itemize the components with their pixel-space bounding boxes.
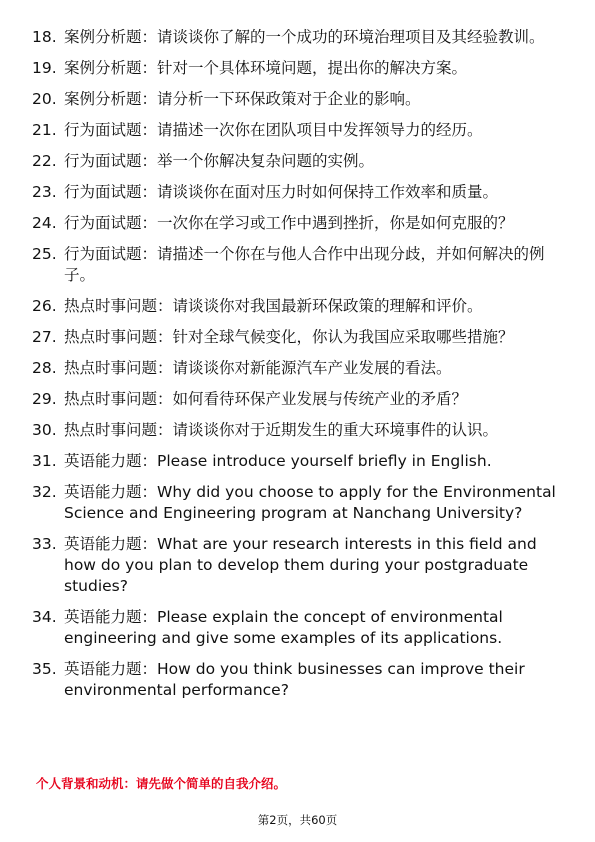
question-item: [32, 451, 572, 472]
question-item: [32, 534, 572, 597]
question-number: 34.: [32, 608, 57, 626]
question-item: [32, 27, 572, 48]
question-text: 英语能力题：How do you think businesses can improve their environmental performance?: [64, 660, 525, 699]
question-item: [32, 296, 572, 317]
question-text: 行为面试题：请描述一次你在团队项目中发挥领导力的经历。: [64, 121, 483, 139]
question-number: 25.: [32, 245, 57, 263]
question-item: [32, 89, 572, 110]
question-item: [32, 482, 572, 524]
question-number: 21.: [32, 121, 57, 139]
question-number: 35.: [32, 660, 57, 678]
question-text: 热点时事问题：如何看待环保产业发展与传统产业的矛盾？: [64, 390, 468, 408]
question-list: [32, 27, 572, 711]
question-number: 33.: [32, 535, 57, 553]
question-number: 22.: [32, 152, 57, 170]
question-text: 行为面试题：请描述一个你在与他人合作中出现分歧，并如何解决的例子。: [64, 245, 545, 284]
question-number: 28.: [32, 359, 57, 377]
question-item: [32, 151, 572, 172]
question-text: 案例分析题：请分析一下环保政策对于企业的影响。: [64, 90, 421, 108]
question-text: 案例分析题：针对一个具体环境问题，提出你的解决方案。: [64, 59, 468, 77]
page-number: 第2页，共60页: [257, 813, 338, 827]
section-heading-note: 个人背景和动机：请先做个简单的自我介绍。: [36, 776, 287, 791]
question-text: 热点时事问题：请谈谈你对新能源汽车产业发展的看法。: [64, 359, 452, 377]
question-item: [32, 244, 572, 286]
question-item: [32, 120, 572, 141]
question-text: 行为面试题：请谈谈你在面对压力时如何保持工作效率和质量。: [64, 183, 499, 201]
question-number: 24.: [32, 214, 57, 232]
question-text: 行为面试题：一次你在学习或工作中遇到挫折，你是如何克服的？: [64, 214, 514, 232]
question-item: [32, 389, 572, 410]
question-text: 英语能力题：Please explain the concept of environmental engineering and give some examples of its applications.: [64, 608, 503, 647]
question-number: 19.: [32, 59, 57, 77]
question-number: 29.: [32, 390, 57, 408]
question-text: 案例分析题：请谈谈你了解的一个成功的环境治理项目及其经验教训。: [64, 28, 545, 46]
question-item: [32, 58, 572, 79]
question-number: 32.: [32, 483, 57, 501]
question-item: [32, 358, 572, 379]
question-item: [32, 327, 572, 348]
question-text: 热点时事问题：针对全球气候变化，你认为我国应采取哪些措施？: [64, 328, 514, 346]
question-item: [32, 607, 572, 649]
question-item: [32, 420, 572, 441]
question-number: 18.: [32, 28, 57, 46]
question-item: [32, 182, 572, 203]
question-number: 26.: [32, 297, 57, 315]
question-text: 英语能力题：What are your research interests in this field and how do you plan to develop them during your postgraduate studies?: [64, 535, 537, 595]
question-number: 31.: [32, 452, 57, 470]
question-number: 23.: [32, 183, 57, 201]
question-item: [32, 659, 572, 701]
question-number: 20.: [32, 90, 57, 108]
question-text: 热点时事问题：请谈谈你对我国最新环保政策的理解和评价。: [64, 297, 483, 315]
question-text: 英语能力题：Please introduce yourself briefly in English.: [64, 452, 492, 470]
question-number: 27.: [32, 328, 57, 346]
question-text: 行为面试题：举一个你解决复杂问题的实例。: [64, 152, 375, 170]
question-item: [32, 213, 572, 234]
question-text: 热点时事问题：请谈谈你对于近期发生的重大环境事件的认识。: [64, 421, 499, 439]
question-text: 英语能力题：Why did you choose to apply for the Environmental Science and Engineering program at Nanchang University?: [64, 483, 556, 522]
question-number: 30.: [32, 421, 57, 439]
